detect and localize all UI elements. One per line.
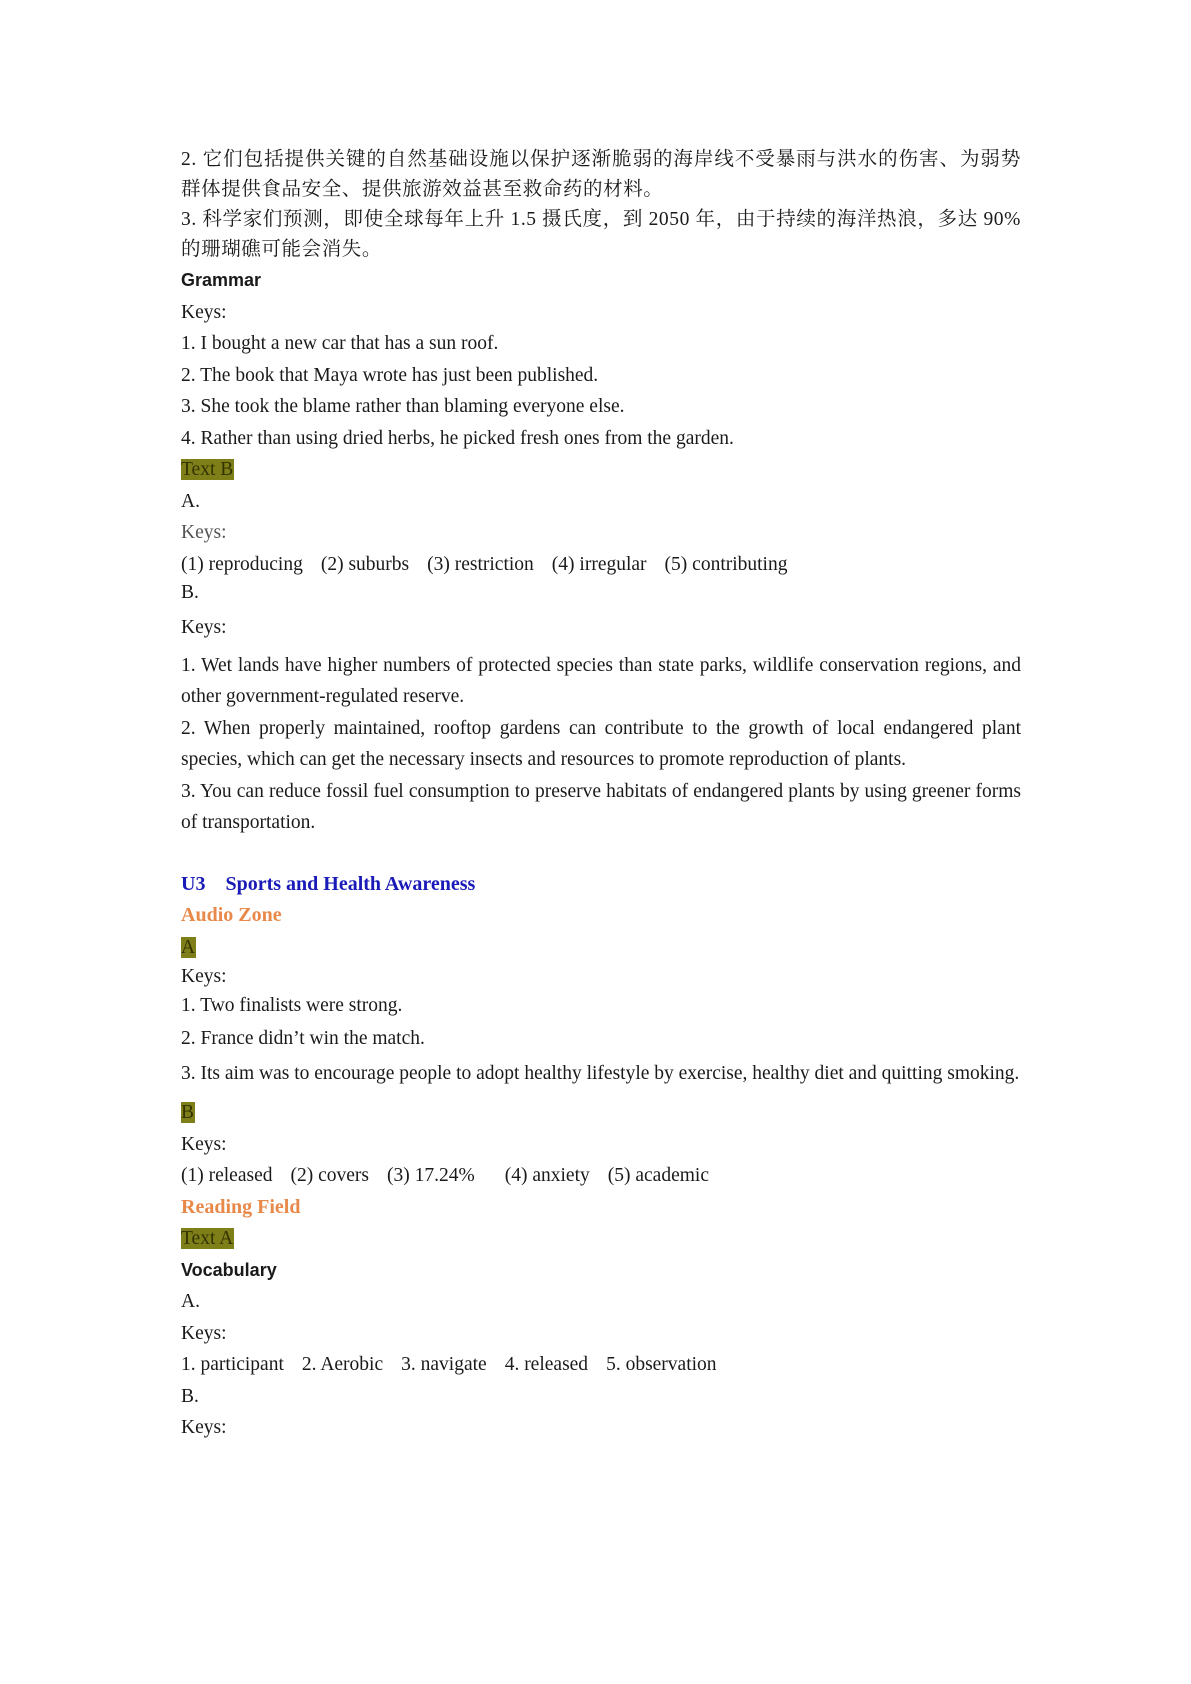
answer-item: (1) reproducing [181, 553, 303, 575]
reading-field-heading: Reading Field [181, 1195, 301, 1218]
text-b-part-b-item-3: 3. You can reduce fossil fuel consumption to preserve habitats of endangered plants by using greener forms of transportation. [181, 780, 1021, 833]
vocab-part-b-keys-label: Keys: [181, 1417, 227, 1438]
text-a-heading [181, 1223, 1021, 1255]
answer-item: (3) restriction [427, 553, 534, 575]
audio-zone-heading: Audio Zone [181, 904, 282, 926]
audio-part-b-answers [181, 1160, 1021, 1192]
answer-item: (5) contributing [664, 553, 788, 575]
grammar-item-4: 4. Rather than using dried herbs, he picked fresh ones from the garden. [181, 427, 734, 449]
text-b-part-b-keys-label: Keys: [181, 617, 227, 638]
audio-part-a-item-1: 1. Two finalists were strong. [181, 995, 403, 1016]
vocab-part-a-answers [181, 1349, 1021, 1381]
audio-part-b-label: B [181, 1102, 195, 1123]
vocab-part-b-label: B. [181, 1385, 199, 1407]
grammar-item-3: 3. She took the blame rather than blaming everyone else. [181, 396, 625, 417]
audio-part-a-keys-label: Keys: [181, 966, 227, 987]
cn-item-2: 2. 它们包括提供关键的自然基础设施以保护逐渐脆弱的海岸线不受暴雨与洪水的伤害、为弱势群体提供食品安全、提供旅游效益甚至救命药的材料。 [181, 149, 1021, 200]
text-b-part-b-label: B. [181, 582, 199, 603]
grammar-item-1: 1. I bought a new car that has a sun roof. [181, 333, 499, 354]
answer-item: 4. released [504, 1354, 589, 1375]
grammar-item-2: 2. The book that Maya wrote has just been published. [181, 364, 599, 386]
text-b-label: Text B [181, 459, 234, 480]
answer-item: 3. navigate [401, 1354, 487, 1375]
document-page [181, 145, 1021, 1444]
answer-item: (4) irregular [551, 553, 647, 575]
answer-item: (2) covers [290, 1165, 369, 1186]
grammar-heading: Grammar [181, 270, 262, 290]
audio-part-a-heading [181, 932, 1021, 964]
answer-item: (2) suburbs [320, 553, 410, 575]
unit-title: U3 Sports and Health Awareness [181, 872, 476, 895]
text-b-part-a-answers [181, 549, 1021, 581]
audio-part-a-label: A [181, 936, 196, 958]
answer-item: 5. observation [606, 1354, 717, 1375]
answer-item: 2. Aerobic [301, 1354, 384, 1375]
text-b-part-b-item-1: 1. Wet lands have higher numbers of protected species than state parks, wildlife conservation regions, and other government-regulated reserve. [181, 654, 1021, 707]
text-b-heading [181, 454, 1021, 486]
text-b-part-a-label: A. [181, 490, 200, 512]
answer-item: (5) academic [607, 1165, 709, 1186]
vocab-part-a-label: A. [181, 1291, 200, 1312]
text-b-part-a-keys-label: Keys: [181, 522, 227, 543]
answer-item: (1) released [181, 1165, 273, 1186]
text-a-label: Text A [181, 1228, 234, 1249]
audio-part-a-item-2: 2. France didn’t win the match. [181, 1028, 425, 1049]
text-b-part-b-item-2: 2. When properly maintained, rooftop gardens can contribute to the growth of local endangered plant species, which can get the necessary insects and resources to promote reproduction of plants. [181, 717, 1021, 770]
answer-item: (4) anxiety [504, 1165, 590, 1186]
grammar-keys-label: Keys: [181, 301, 227, 323]
cn-item-3: 3. 科学家们预测，即使全球每年上升 1.5 摄氏度，到 2050 年，由于持续的海洋热浪，多达 90%的珊瑚礁可能会消失。 [181, 209, 1021, 260]
audio-part-b-heading [181, 1097, 1021, 1129]
vocabulary-heading: Vocabulary [181, 1259, 277, 1280]
answer-item: (3) 17.24% [387, 1165, 475, 1186]
vocab-part-a-keys-label: Keys: [181, 1322, 227, 1344]
audio-part-a-item-3: 3. Its aim was to encourage people to adopt healthy lifestyle by exercise, healthy diet and quitting smoking. [181, 1063, 1020, 1084]
audio-part-b-keys-label: Keys: [181, 1133, 227, 1155]
answer-item: 1. participant [181, 1354, 284, 1375]
